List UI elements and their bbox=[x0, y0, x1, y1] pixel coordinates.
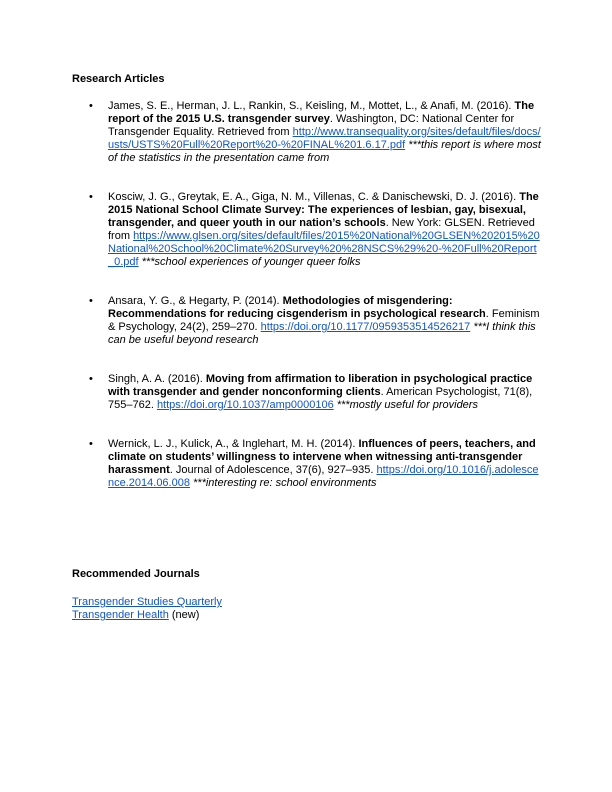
article-list bbox=[89, 100, 542, 516]
list-item bbox=[89, 373, 542, 412]
list-item bbox=[72, 609, 472, 622]
list-item bbox=[89, 191, 542, 269]
article-publisher: . American Psychologist, 71(8), 755–762. bbox=[108, 386, 533, 411]
list-item bbox=[72, 596, 472, 609]
article-note: ***I think this can be useful beyond research bbox=[108, 321, 536, 346]
article-link[interactable]: http://www.transequality.org/sites/default/files/docs/usts/USTS%20Full%20Report%20-%20FINAL%201.6.17.pdf bbox=[108, 126, 541, 151]
article-title: Moving from affirmation to liberation in psychological practice with transgender and gender nonconforming clients bbox=[108, 373, 533, 398]
bullet-icon: • bbox=[89, 373, 93, 385]
article-authors: Singh, A. A. (2016). bbox=[108, 373, 206, 385]
bullet-icon: • bbox=[89, 295, 93, 307]
article-authors: Kosciw, J. G., Greytak, E. A., Giga, N. M., Villenas, C. & Danischewski, D. J. (2016). bbox=[108, 191, 520, 203]
bullet-icon: • bbox=[89, 438, 93, 450]
bullet-icon: • bbox=[89, 191, 93, 203]
journal-link-transgender-studies-quarterly[interactable]: Transgender Studies Quarterly bbox=[72, 596, 222, 608]
article-title: Methodologies of misgendering: Recommendations for reducing cisgenderism in psychological research bbox=[108, 295, 486, 320]
bullet-icon: • bbox=[89, 100, 93, 112]
article-authors: Ansara, Y. G., & Hegarty, P. (2014). bbox=[108, 295, 283, 307]
article-authors: James, S. E., Herman, J. L., Rankin, S., Keisling, M., Mottet, L., & Anafi, M. (2016). bbox=[108, 100, 515, 112]
recommended-journals-heading: Recommended Journals bbox=[72, 568, 200, 580]
article-title: The report of the 2015 U.S. transgender survey bbox=[108, 100, 535, 125]
article-note: ***this report is where most of the statistics in the presentation came from bbox=[108, 139, 541, 164]
journal-suffix: (new) bbox=[168, 609, 200, 621]
article-link[interactable]: https://doi.org/10.1037/amp0000106 bbox=[156, 399, 334, 411]
journal-list bbox=[72, 596, 472, 622]
article-publisher: . New York: GLSEN. Retrieved from bbox=[108, 217, 535, 242]
article-link[interactable]: https://doi.org/10.1016/j.adolescence.2014.06.008 bbox=[108, 464, 539, 489]
article-publisher: . Journal of Adolescence, 37(6), 927–935. bbox=[169, 464, 377, 476]
article-publisher: . Washington, DC: National Center for Transgender Equality. Retrieved from bbox=[108, 113, 515, 138]
article-publisher: . Feminism & Psychology, 24(2), 259–270. bbox=[108, 308, 540, 333]
article-note: ***interesting re: school environments bbox=[189, 477, 377, 489]
list-item bbox=[89, 438, 542, 490]
article-authors: Wernick, L. J., Kulick, A., & Inglehart, M. H. (2014). bbox=[108, 438, 359, 450]
research-articles-heading: Research Articles bbox=[72, 73, 165, 85]
journal-link-transgender-health[interactable]: Transgender Health bbox=[72, 609, 169, 621]
list-item bbox=[89, 100, 542, 165]
article-link[interactable]: https://doi.org/10.1177/0959353514526217 bbox=[260, 321, 471, 333]
article-note: ***mostly useful for providers bbox=[333, 399, 478, 411]
list-item bbox=[89, 295, 542, 347]
article-link[interactable]: https://www.glsen.org/sites/default/files/2015%20National%20GLSEN%202015%20National%20School%20Climate%20Survey%20%28NSCS%29%20-%20Full%20Report_0.pdf bbox=[108, 230, 540, 268]
article-title: Influences of peers, teachers, and climate on students’ willingness to intervene when witnessing anti-transgender harassment bbox=[108, 438, 536, 476]
article-title: The 2015 National School Climate Survey: The experiences of lesbian, gay, bisexual, transgender, and queer youth in our nation’s schools bbox=[108, 191, 539, 229]
article-note: ***school experiences of younger queer folks bbox=[138, 256, 361, 268]
